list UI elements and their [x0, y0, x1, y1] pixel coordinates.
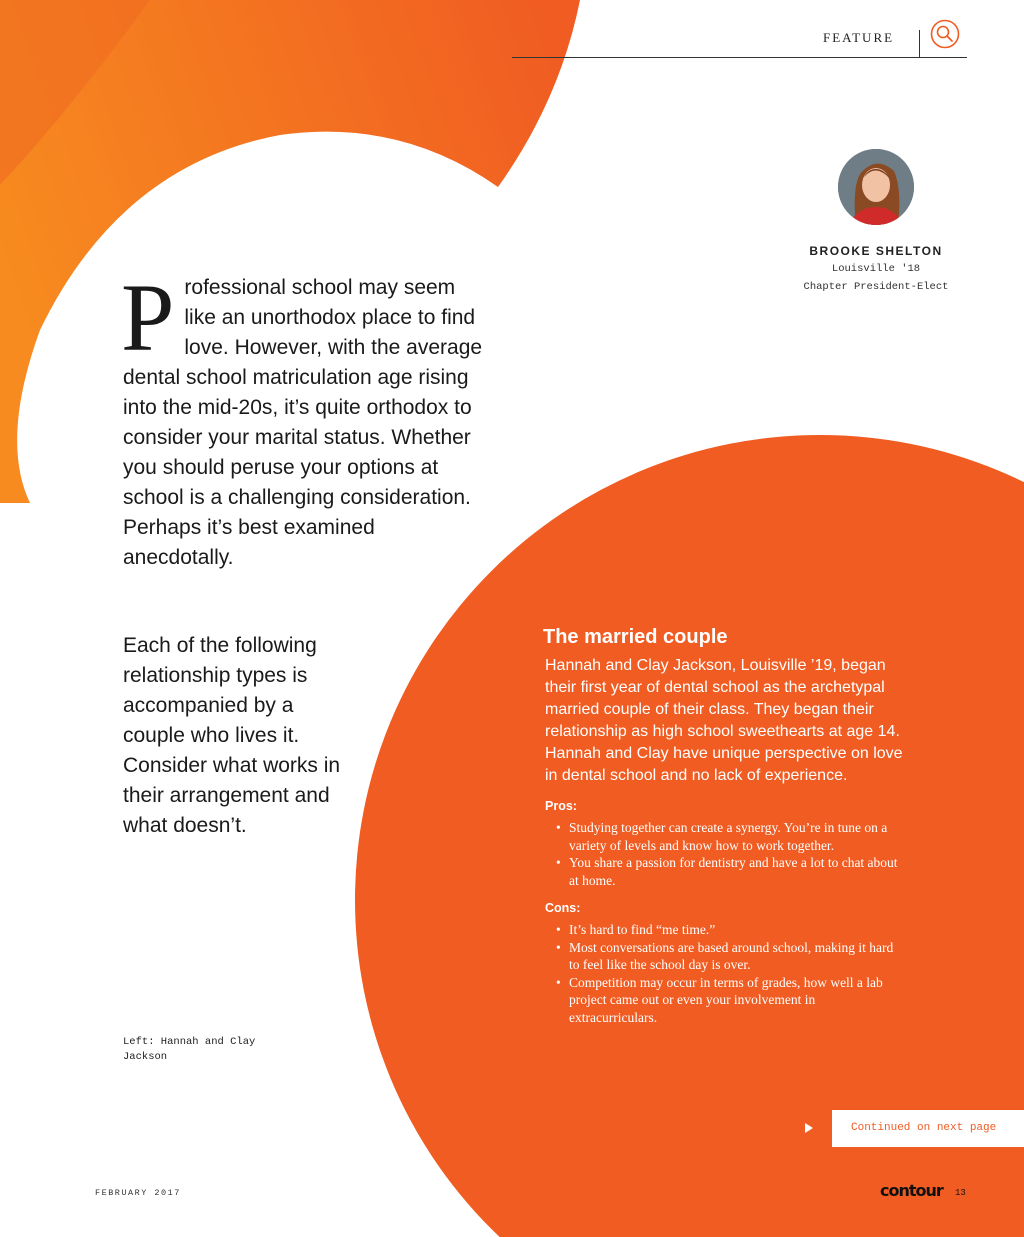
intro-paragraph-2: Each of the following relationship types is accompanied by a couple who lives it. Consider what works in their arrangement and what doesn’t.: [123, 634, 341, 837]
section-label: FEATURE: [823, 30, 895, 45]
author-avatar: [838, 149, 914, 225]
play-arrow-icon: [805, 1123, 813, 1133]
cons-item: • It’s hard to find “me time.”: [569, 921, 903, 939]
author-role: Chapter President-Elect: [803, 281, 949, 293]
contour-logo: contour: [880, 1181, 943, 1200]
footer-date: FEBRUARY 2017: [95, 1188, 181, 1198]
married-couple-sidebar: [543, 626, 903, 1038]
header-rule: [512, 57, 967, 58]
cons-item: • Most conversations are based around school, making it hard to feel like the school day is over.: [569, 939, 903, 974]
sidebar-summary: Hannah and Clay Jackson, Louisville ’19, began their first year of dental school as the archetypal married couple of their class. They began their relationship as high school sweethearts at age 14. Hannah and Clay have unique perspective on love in dental school and no lack of experience.: [545, 657, 903, 784]
drop-cap: P: [121, 264, 175, 371]
continued-next-page-link[interactable]: Continued on next page: [832, 1110, 1024, 1147]
pros-item: • You share a passion for dentistry and have a lot to chat about at home.: [569, 854, 903, 889]
author-name: BROOKE SHELTON: [809, 244, 943, 258]
intro-paragraph: [121, 264, 483, 573]
header-divider: [919, 30, 920, 57]
search-icon[interactable]: [930, 19, 960, 49]
sidebar-title: The married couple: [543, 626, 728, 648]
pros-list: [543, 819, 903, 889]
cons-list: [543, 921, 903, 1026]
page-number: 13: [955, 1188, 966, 1198]
pros-label: Pros:: [545, 799, 577, 813]
intro-paragraph-text: rofessional school may seem like an unorthodox place to find love. However, with the average dental school matriculation age rising into the mid-20s, it’s quite orthodox to consider your marital status. Whether you should peruse your options at school is a challenging consideration. Perhaps it’s best examined anecdotally.: [123, 276, 483, 569]
photo-caption: Left: Hannah and Clay Jackson: [123, 1036, 256, 1063]
cons-item: • Competition may occur in terms of grades, how well a lab project came out or even your involvement in extracurriculars.: [569, 974, 903, 1027]
intro-text: [121, 264, 483, 573]
author-chapter: Louisville '18: [831, 263, 921, 275]
cons-label: Cons:: [545, 901, 581, 915]
pros-item: • Studying together can create a synergy. You’re in tune on a variety of levels and know how to work together.: [569, 819, 903, 854]
